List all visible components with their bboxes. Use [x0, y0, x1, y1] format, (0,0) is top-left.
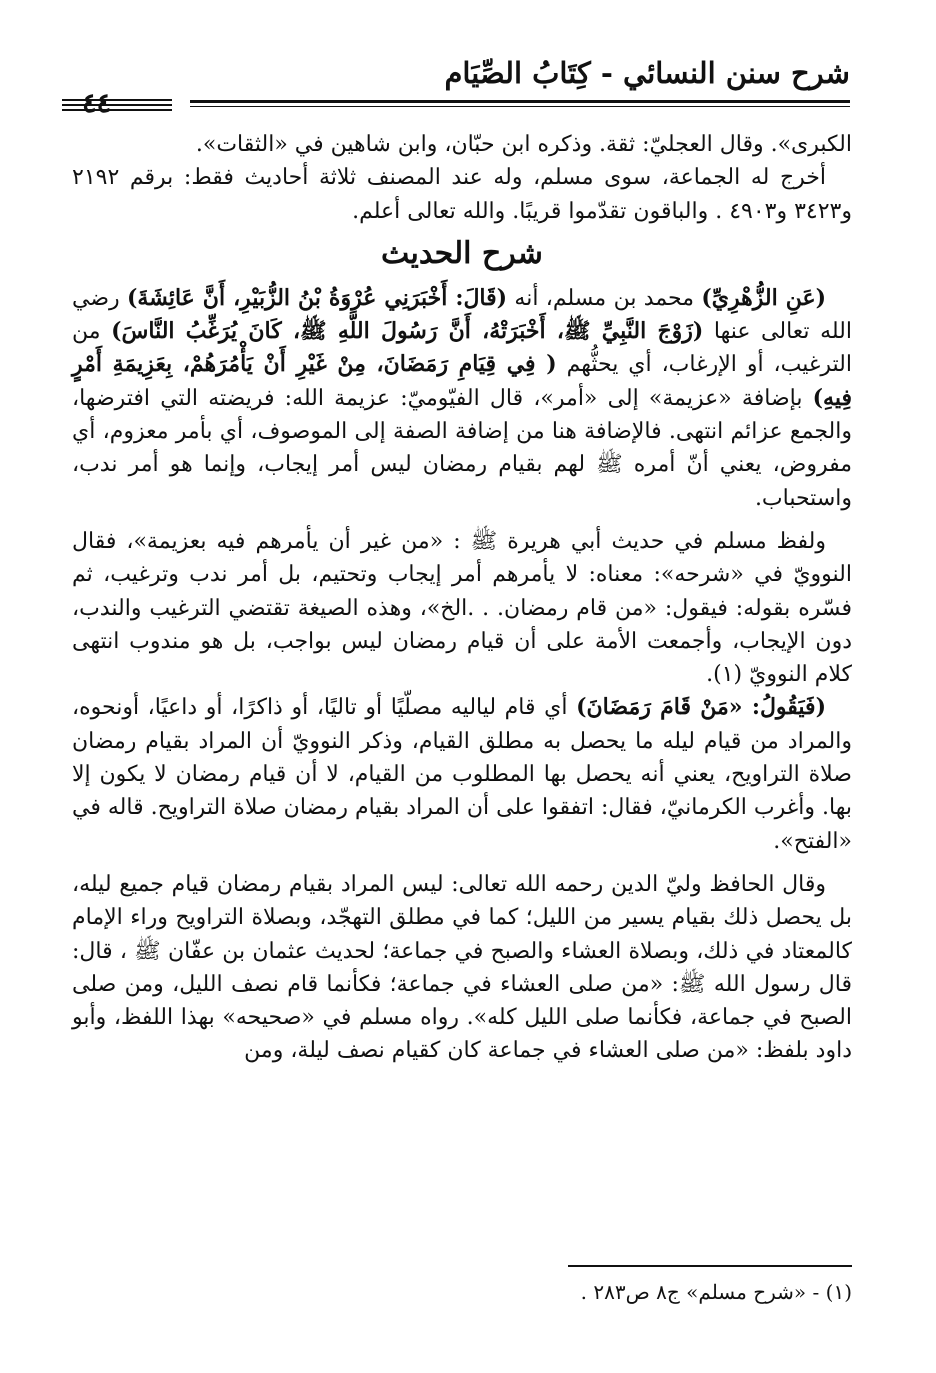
paragraph-gap — [72, 858, 852, 868]
paragraph-gap — [72, 515, 852, 525]
ornament-rule — [62, 104, 172, 106]
commentary-text: أي قام لياليه مصلّيًا أو تاليًا، أو ذاكرًا، أو داعيًا، أونحوه، والمراد من قيام ليله ما يحصل به مطلق القيام، وذكر النوويّ أن المراد بقيام رمضان صلاة التراويح، يعني أنه يحصل بها المطلوب من القيام، لا أن قيام رمضان لا يكون إلا بها. وأغرب الكرمانيّ، فقال: اتفقوا على أن المراد بقيام رمضان صلاة التراويح. قاله في «الفتح». — [72, 695, 852, 854]
running-title: شرح سنن النسائي - كِتَابُ الصِّيَام — [444, 56, 850, 90]
hadith-quote: (زَوْجَ النَّبِيِّ ﷺ، أَخْبَرَتْهُ، أَنَّ رَسُولَ اللَّهِ ﷺ، كَانَ يُرَغِّبُ النَّاسَ) — [111, 318, 704, 345]
paragraph: ولفظ مسلم في حديث أبي هريرة ﷺ : «من غير أن يأمرهم فيه بعزيمة»، فقال النوويّ في «شرحه»: معناه: لا يأمرهم أمر إيجاب وتحتيم، بل أمر ندب وترغيب، ثم فسّره بقوله: فيقول: «من قام رمضان. . .الخ»، وهذه الصيغة تقتضي الترغيب والندب، دون الإيجاب، وأجمعت الأمة على أن قيام رمضان ليس بواجب، بل هو مندوب انتهى كلام النوويّ (١). — [72, 528, 852, 688]
commentary-text: بإضافة «عزيمة» إلى «أمر»، قال الفيّوميّ: عزيمة الله: فريضته التي افترضها، والجمع عزائم انتهى. فالإضافة هنا من إضافة الصفة إلى الموصوف، أي بأمر معزوم، أي مفروض، يعني أنّ أمره ﷺ لهم بقيام رمضان ليس أمر إيجاب، وإنما هو أمر ندب، واستحباب. — [72, 385, 852, 511]
paragraph — [72, 691, 852, 857]
commentary-text: رضي الله تعالى عنها — [72, 285, 853, 345]
paragraph — [72, 282, 852, 515]
hadith-quote: ( فِي قِيَامِ رَمَضَانَ، مِنْ غَيْرِ أَنْ يَأْمُرَهُمْ، بِعَزِيمَةِ أَمْرٍ فِيهِ) — [72, 351, 852, 411]
main-text — [72, 128, 852, 1068]
header-rule — [190, 100, 850, 103]
ornament-rule — [62, 99, 172, 101]
paragraph: وقال الحافظ وليّ الدين رحمه الله تعالى: ليس المراد بقيام رمضان قيام جميع ليله، بل يحصل ذلك بقيام يسير من الليل؛ كما في مطلق التهجّد، وبصلاة التراويح وراء الإمام كالمعتاد في ذلك، وبصلاة العشاء والصبح في جماعة؛ لحديث عثمان بن عفّان ﷺ ، قال: قال رسول الله ﷺ: «من صلى العشاء في جماعة؛ فكأنما قام نصف الليل، ومن صلى الصبح في جماعة، فكأنما صلى الليل كله». رواه مسلم في «صحيحه» بهذا اللفظ، وأبو داود بلفظ: «من صلى العشاء في جماعة كان كقيام نصف ليلة، ومن — [72, 871, 852, 1064]
header-rule-thin — [190, 106, 850, 107]
paragraph: أخرج له الجماعة، سوى مسلم، وله عند المصنف ثلاثة أحاديث فقط: برقم ٢١٩٢ و٣٤٢٣ و٤٩٠٣ . والباقون تقدّموا قريبًا. والله تعالى أعلم. — [72, 165, 852, 224]
hadith-quote: (فَيَقُولُ: «مَنْ قَامَ رَمَضَانَ) — [576, 694, 826, 721]
commentary-text: محمد بن مسلم، أنه — [507, 285, 702, 311]
commentary-text: من الترغيب، أو الإرغاب، أي يحثُّهم — [72, 319, 852, 378]
ornament-rule — [62, 109, 172, 111]
hadith-quote: (قَالَ: أَخْبَرَنِي عُرْوَةُ بْنُ الزُّبَيْرِ، أَنَّ عَائِشَةَ) — [127, 284, 508, 311]
footnote: (١) - «شرح مسلم» ج٨ ص٢٨٣ . — [580, 1280, 852, 1304]
section-title: شرح الحديث — [381, 235, 543, 271]
footnote-separator — [568, 1265, 852, 1267]
hadith-quote: (عَنِ الزُّهْرِيِّ) — [701, 284, 827, 311]
paragraph: الكبرى». وقال العجليّ: ثقة. وذكره ابن حبّان، وابن شاهين في «الثقات». — [195, 132, 852, 157]
page-header — [70, 48, 850, 120]
